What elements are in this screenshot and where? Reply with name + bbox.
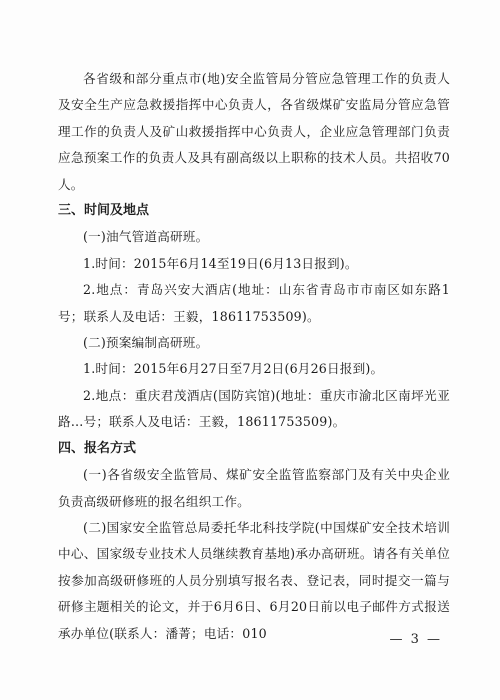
paragraph-registration-host: (二)国家安全监管总局委托华北科技学院(中国煤矿安全技术培训中心、国家级专业技术人员继续教育基地)承办高研班。请各有关单位按参加高级研修班的人员分别填写报名表、登记表，同时提交一篇与研修主题相关的论文，并于6月6日、6月20日前以电子邮件方式报送承办单位(联系人：潘菁；电话：010	[58, 519, 450, 641]
paragraph-pipeline-location: 2.地点：青岛兴安大酒店(地址：山东省青岛市市南区如东路1号；联系人及电话：王毅，18611753509)。	[58, 282, 450, 324]
paragraph-plan-location: 2.地点：重庆君茂酒店(国防宾馆)(地址：重庆市渝北区南坪光亚路…号；联系人及电话：王毅，18611753509)。	[58, 387, 450, 430]
subheading-pipeline-class: (一)油气管道高研班。	[83, 229, 209, 245]
paragraph-registration-organizers: (一)各省级安全监管局、煤矿安全监管监察部门及有关中央企业负责高级研修班的报名组织工作。	[58, 467, 450, 509]
paragraph-participants: 各省级和部分重点市(地)安全监管局分管应急管理工作的负责人及安全生产应急救援指挥中心负责人，各省级煤矿安监局分管应急管理工作的负责人及矿山救援指挥中心负责人，企业应急管理部门负责应急预案工作的负责人及具有副高级以上职称的技术人员。共招收70人。	[58, 71, 450, 192]
paragraph-pipeline-time: 1.时间：2015年6月14至19日(6月13日报到)。	[83, 255, 358, 271]
paragraph-plan-time: 1.时间：2015年6月27日至7月2日(6月26日报到)。	[83, 361, 384, 377]
document-body	[58, 66, 450, 647]
heading-registration: 四、报名方式	[58, 440, 137, 456]
subheading-plan-class: (二)预案编制高研班。	[83, 335, 209, 351]
page-number: — 3 —	[389, 632, 442, 647]
heading-time-location: 三、时间及地点	[58, 203, 150, 219]
